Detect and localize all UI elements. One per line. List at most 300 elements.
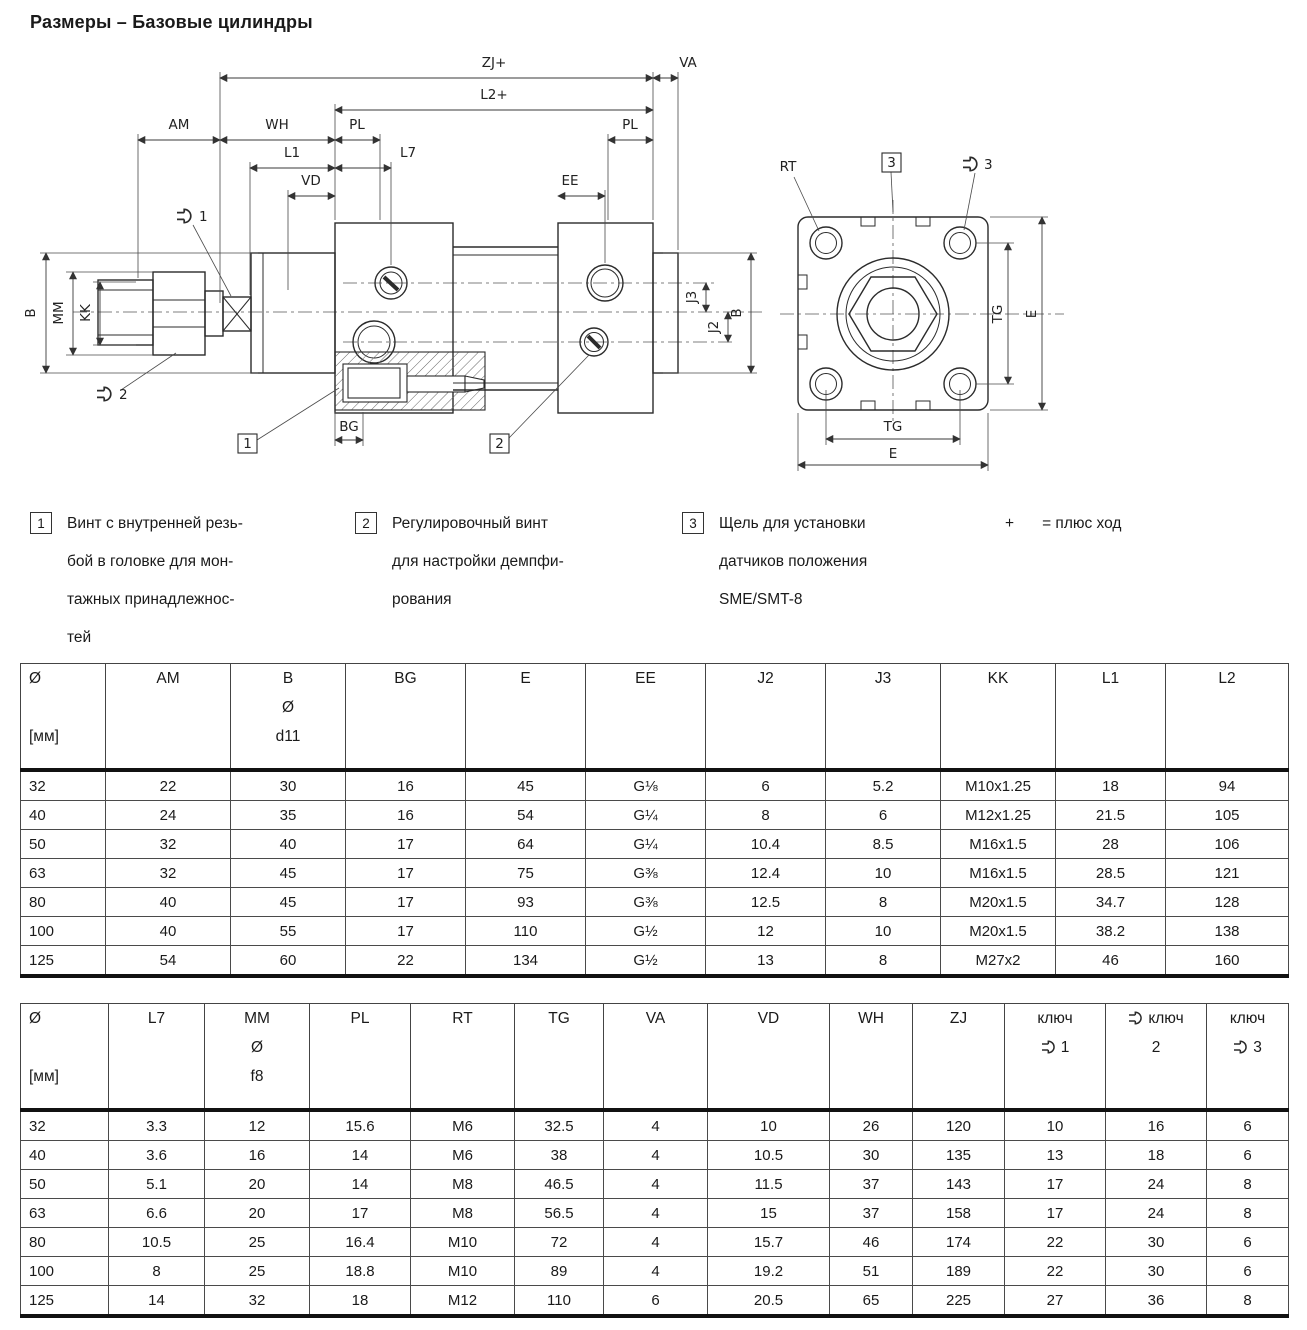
value-cell: 10 [826, 859, 941, 888]
value-cell: 4 [604, 1199, 708, 1228]
header-line: Ø [250, 1039, 264, 1056]
value-cell: 38 [515, 1141, 604, 1170]
value-cell: 105 [1166, 801, 1289, 830]
value-cell: 8 [826, 888, 941, 917]
diameter-cell: 100 [21, 917, 106, 946]
header-line [1008, 1038, 1102, 1067]
diameter-cell: 80 [21, 1228, 109, 1257]
diameter-cell: 125 [21, 946, 106, 977]
value-cell: M16x1.5 [941, 859, 1056, 888]
table-row [21, 888, 1289, 917]
header-line: RT [452, 1010, 473, 1027]
value-cell: 22 [1005, 1257, 1106, 1286]
value-cell: 30 [231, 770, 346, 801]
diameter-cell: 63 [21, 859, 106, 888]
value-cell: 25 [205, 1257, 310, 1286]
footnote-line: для настройки демпфи- [392, 553, 564, 570]
value-cell: 10.4 [706, 830, 826, 859]
column-header-key2 [1106, 1004, 1207, 1111]
dim-label-e-bottom: E [888, 446, 898, 462]
value-cell: 18.8 [310, 1257, 411, 1286]
header-line: L1 [1101, 670, 1120, 687]
column-header-vd [708, 1004, 830, 1111]
value-cell: M20x1.5 [941, 888, 1056, 917]
dim-label-am: AM [168, 117, 190, 133]
header-line [1210, 1009, 1285, 1038]
value-cell: 24 [1106, 1199, 1207, 1228]
column-header-diameter [21, 664, 106, 771]
header-row [21, 664, 1289, 771]
value-cell: 22 [106, 770, 231, 801]
dim-label-l2: L2+ [480, 87, 508, 103]
value-cell: 138 [1166, 917, 1289, 946]
table-row [21, 1286, 1289, 1317]
value-cell: M10x1.25 [941, 770, 1056, 801]
column-header-l1 [1056, 664, 1166, 771]
value-cell: G½ [586, 917, 706, 946]
mounting-screw-head [348, 368, 400, 398]
value-cell: 10 [708, 1110, 830, 1141]
header-line [1109, 1067, 1203, 1096]
header-line [1109, 1009, 1203, 1038]
value-cell: 37 [830, 1170, 913, 1199]
value-cell: 89 [515, 1257, 604, 1286]
value-cell: 14 [310, 1141, 411, 1170]
value-cell: 15.7 [708, 1228, 830, 1257]
wrench-icon [1233, 1040, 1249, 1054]
value-cell: 30 [1106, 1228, 1207, 1257]
value-cell: 5.1 [109, 1170, 205, 1199]
value-cell: 32 [106, 859, 231, 888]
table-row [21, 859, 1289, 888]
header-line [1109, 1038, 1203, 1067]
value-cell: 56.5 [515, 1199, 604, 1228]
rod-nut [153, 272, 205, 355]
value-cell: 17 [310, 1199, 411, 1228]
value-cell: 32 [106, 830, 231, 859]
header-line: Ø [281, 699, 295, 716]
value-cell: 4 [604, 1141, 708, 1170]
column-header-mm [205, 1004, 310, 1111]
column-header-wh [830, 1004, 913, 1111]
value-cell: 120 [913, 1110, 1005, 1141]
value-cell: 30 [830, 1141, 913, 1170]
footnote-3-number: 3 [682, 512, 704, 534]
dim-label-va: VA [679, 55, 697, 71]
diameter-cell: 63 [21, 1199, 109, 1228]
value-cell: M8 [411, 1170, 515, 1199]
value-cell: G⅜ [586, 888, 706, 917]
footnote-3 [682, 505, 867, 619]
value-cell: 55 [231, 917, 346, 946]
footnote-1-number: 1 [30, 512, 52, 534]
header-row [21, 1004, 1289, 1111]
diameter-cell: 32 [21, 770, 106, 801]
note-1-number: 1 [243, 436, 252, 452]
rear-plate [653, 253, 678, 373]
key-number: 1 [1060, 1039, 1070, 1056]
value-cell: 6 [1207, 1228, 1289, 1257]
value-cell: M10 [411, 1257, 515, 1286]
wrench-icon [177, 209, 191, 222]
value-cell: 12 [706, 917, 826, 946]
value-cell: 45 [466, 770, 586, 801]
value-cell: 6 [826, 801, 941, 830]
value-cell: 4 [604, 1228, 708, 1257]
value-cell: 22 [346, 946, 466, 977]
header-line: VD [757, 1010, 780, 1027]
column-header-am [106, 664, 231, 771]
value-cell: 51 [830, 1257, 913, 1286]
footnote-line: тажных принадлежнос- [67, 591, 235, 608]
value-cell: 72 [515, 1228, 604, 1257]
value-cell: 94 [1166, 770, 1289, 801]
dim-label-l7: L7 [400, 145, 417, 161]
value-cell: 3.6 [109, 1141, 205, 1170]
value-cell: 16 [1106, 1110, 1207, 1141]
table-row [21, 1228, 1289, 1257]
diameter-cell: 40 [21, 801, 106, 830]
value-cell: 45 [231, 859, 346, 888]
value-cell: 54 [106, 946, 231, 977]
dim-label-zj: ZJ+ [481, 55, 507, 71]
value-cell: 13 [1005, 1141, 1106, 1170]
value-cell: 13 [706, 946, 826, 977]
dim-label-j3: J3 [684, 290, 700, 304]
column-header-pl [310, 1004, 411, 1111]
wrench-icon [1041, 1040, 1057, 1054]
header-line [1210, 1067, 1285, 1096]
value-cell: 16.4 [310, 1228, 411, 1257]
wrench-2-label: 2 [119, 387, 128, 403]
value-cell: 106 [1166, 830, 1289, 859]
footnote-1 [30, 505, 243, 657]
key-label: ключ [1037, 1010, 1073, 1027]
value-cell: 18 [1106, 1141, 1207, 1170]
value-cell: 22 [1005, 1228, 1106, 1257]
dim-label-pl-left: PL [349, 117, 365, 133]
value-cell: 60 [231, 946, 346, 977]
value-cell: 19.2 [708, 1257, 830, 1286]
value-cell: M27x2 [941, 946, 1056, 977]
value-cell: M12x1.25 [941, 801, 1056, 830]
value-cell: 143 [913, 1170, 1005, 1199]
value-cell: 8 [1207, 1286, 1289, 1317]
header-line: EE [635, 670, 656, 687]
column-header-diameter [21, 1004, 109, 1111]
header-line: L7 [147, 1010, 166, 1027]
header-line: f8 [250, 1068, 264, 1085]
value-cell: 6 [706, 770, 826, 801]
value-cell: G¼ [586, 801, 706, 830]
value-cell: 4 [604, 1257, 708, 1286]
header-line [24, 1038, 105, 1067]
value-cell: M8 [411, 1199, 515, 1228]
dim-label-b-left: B [23, 308, 39, 318]
header-line: Ø [29, 1010, 42, 1027]
wrench-icon [963, 157, 977, 170]
value-cell: 38.2 [1056, 917, 1166, 946]
wrench-1-label: 1 [199, 209, 208, 225]
wrench-icon [97, 387, 111, 400]
value-cell: 4 [604, 1170, 708, 1199]
header-line: L2 [1218, 670, 1236, 687]
value-cell: 12.5 [706, 888, 826, 917]
dim-label-tg-bottom: TG [883, 419, 903, 435]
footnote-2-number: 2 [355, 512, 377, 534]
header-line: WH [858, 1010, 884, 1027]
dim-label-pl-right: PL [622, 117, 638, 133]
value-cell: 28 [1056, 830, 1166, 859]
value-cell: 20.5 [708, 1286, 830, 1317]
value-cell: 158 [913, 1199, 1005, 1228]
rear-end-cover [558, 223, 653, 413]
key-label: ключ [1229, 1010, 1266, 1027]
dim-label-j2: J2 [706, 320, 722, 334]
value-cell: 46.5 [515, 1170, 604, 1199]
column-header-kk [941, 664, 1056, 771]
diameter-cell: 40 [21, 1141, 109, 1170]
value-cell: 6 [1207, 1257, 1289, 1286]
dim-label-l1: L1 [283, 145, 301, 161]
header-line [1210, 1038, 1285, 1067]
header-line: KK [987, 670, 1009, 687]
header-line: B [282, 670, 294, 687]
callouts [97, 153, 993, 453]
value-cell: 10.5 [708, 1141, 830, 1170]
value-cell: 16 [346, 770, 466, 801]
key-number: 2 [1151, 1039, 1161, 1056]
value-cell: 28.5 [1056, 859, 1166, 888]
header-line [24, 698, 102, 727]
column-header-j3 [826, 664, 941, 771]
value-cell: 64 [466, 830, 586, 859]
header-line: PL [350, 1010, 370, 1027]
value-cell: 8.5 [826, 830, 941, 859]
page-title: Размеры – Базовые цилиндры [30, 12, 313, 32]
header-line: MM [244, 1010, 270, 1027]
value-cell: 15 [708, 1199, 830, 1228]
value-cell: 17 [346, 859, 466, 888]
key-number: 3 [1253, 1039, 1262, 1056]
value-cell: 10 [826, 917, 941, 946]
value-cell: G¼ [586, 830, 706, 859]
column-header-e [466, 664, 586, 771]
footnote-line: Регулировочный винт [392, 515, 548, 532]
value-cell: G½ [586, 946, 706, 977]
dimensions-table-2 [20, 1003, 1289, 1318]
header-line: VA [645, 1010, 666, 1027]
value-cell: 8 [826, 946, 941, 977]
header-line: J3 [874, 670, 892, 687]
footnote-line: датчиков положения [719, 553, 868, 570]
value-cell: 225 [913, 1286, 1005, 1317]
footnote-3-text [719, 505, 867, 619]
value-cell: 40 [106, 888, 231, 917]
column-header-bg [346, 664, 466, 771]
value-cell: 20 [205, 1199, 310, 1228]
value-cell: 15.6 [310, 1110, 411, 1141]
cylinder-side-view [98, 223, 678, 413]
header-line [1008, 1009, 1102, 1038]
value-cell: 6 [1207, 1110, 1289, 1141]
column-header-va [604, 1004, 708, 1111]
value-cell: 24 [106, 801, 231, 830]
footnote-line: Винт с внутренней резь- [67, 515, 243, 532]
column-header-key1 [1005, 1004, 1106, 1111]
value-cell: 6 [604, 1286, 708, 1317]
dim-label-vd: VD [301, 173, 321, 189]
value-cell: 110 [466, 917, 586, 946]
value-cell: M16x1.5 [941, 830, 1056, 859]
value-cell: 134 [466, 946, 586, 977]
header-line: ZJ [949, 1010, 968, 1027]
footnote-1-text [67, 505, 243, 657]
value-cell: 37 [830, 1199, 913, 1228]
value-cell: 30 [1106, 1257, 1207, 1286]
value-cell: M10 [411, 1228, 515, 1257]
footnote-line: рования [392, 591, 452, 608]
value-cell: 110 [515, 1286, 604, 1317]
centerlines [73, 200, 1064, 424]
value-cell: 8 [706, 801, 826, 830]
dim-label-kk: KK [78, 304, 94, 322]
value-cell: 16 [205, 1141, 310, 1170]
value-cell: 6.6 [109, 1199, 205, 1228]
table-row [21, 1199, 1289, 1228]
value-cell: 40 [106, 917, 231, 946]
value-cell: 20 [205, 1170, 310, 1199]
column-header-l2 [1166, 664, 1289, 771]
header-line: d11 [275, 728, 301, 745]
plus-text: = плюс ход [1042, 515, 1122, 532]
table-row [21, 946, 1289, 977]
value-cell: 24 [1106, 1170, 1207, 1199]
value-cell: 25 [205, 1228, 310, 1257]
value-cell: 46 [1056, 946, 1166, 977]
dim-label-rt: RT [779, 159, 797, 175]
wrench-3-label: 3 [984, 157, 993, 173]
value-cell: 174 [913, 1228, 1005, 1257]
value-cell: G⅜ [586, 859, 706, 888]
value-cell: 17 [346, 917, 466, 946]
table-row [21, 917, 1289, 946]
table-row [21, 770, 1289, 801]
value-cell: 121 [1166, 859, 1289, 888]
value-cell: 27 [1005, 1286, 1106, 1317]
header-line [1008, 1067, 1102, 1096]
footnotes [0, 505, 1307, 655]
diameter-cell: 125 [21, 1286, 109, 1317]
value-cell: 75 [466, 859, 586, 888]
value-cell: 4 [604, 1110, 708, 1141]
value-cell: 6 [1207, 1141, 1289, 1170]
column-header-ee [586, 664, 706, 771]
diameter-cell: 32 [21, 1110, 109, 1141]
header-line: [мм] [29, 728, 59, 745]
table-row [21, 1110, 1289, 1141]
diameter-cell: 50 [21, 830, 106, 859]
value-cell: 36 [1106, 1286, 1207, 1317]
footnote-2 [355, 505, 564, 619]
column-header-j2 [706, 664, 826, 771]
header-line: AM [156, 670, 180, 687]
value-cell: M20x1.5 [941, 917, 1056, 946]
column-header-key3 [1207, 1004, 1289, 1111]
dim-label-bg: BG [339, 419, 359, 435]
value-cell: 45 [231, 888, 346, 917]
column-header-tg [515, 1004, 604, 1111]
value-cell: 11.5 [708, 1170, 830, 1199]
value-cell: 17 [1005, 1170, 1106, 1199]
footnote-2-text [392, 505, 564, 619]
value-cell: 93 [466, 888, 586, 917]
header-line: TG [548, 1010, 570, 1027]
value-cell: 17 [346, 888, 466, 917]
header-line: Ø [29, 670, 42, 687]
column-header-l7 [109, 1004, 205, 1111]
value-cell: 32 [205, 1286, 310, 1317]
key-label: ключ [1148, 1010, 1184, 1027]
value-cell: M6 [411, 1141, 515, 1170]
header-line: BG [394, 670, 417, 687]
note-2-number: 2 [495, 436, 504, 452]
value-cell: 54 [466, 801, 586, 830]
plus-symbol: + [1005, 515, 1015, 532]
technical-drawing [18, 50, 1288, 490]
value-cell: 17 [346, 830, 466, 859]
dim-label-e-vertical: E [1024, 309, 1040, 319]
value-cell: 16 [346, 801, 466, 830]
value-cell: 17 [1005, 1199, 1106, 1228]
value-cell: 12.4 [706, 859, 826, 888]
sensor-slots [798, 217, 930, 410]
dimensions-table-1 [20, 663, 1289, 978]
value-cell: 18 [1056, 770, 1166, 801]
diameter-cell: 100 [21, 1257, 109, 1286]
value-cell: 26 [830, 1110, 913, 1141]
wrench-icon [1128, 1011, 1144, 1025]
dim-label-b-right: B [729, 308, 745, 318]
value-cell: 12 [205, 1110, 310, 1141]
table-row [21, 801, 1289, 830]
footnote-line: SME/SMT-8 [719, 591, 803, 608]
table-row [21, 1170, 1289, 1199]
value-cell: 128 [1166, 888, 1289, 917]
value-cell: M6 [411, 1110, 515, 1141]
value-cell: 34.7 [1056, 888, 1166, 917]
value-cell: 40 [231, 830, 346, 859]
value-cell: 189 [913, 1257, 1005, 1286]
table-row [21, 1141, 1289, 1170]
header-line: J2 [757, 670, 774, 687]
value-cell: 3.3 [109, 1110, 205, 1141]
value-cell: 32.5 [515, 1110, 604, 1141]
table-row [21, 1257, 1289, 1286]
value-cell: 10 [1005, 1110, 1106, 1141]
value-cell: 14 [109, 1286, 205, 1317]
diameter-cell: 50 [21, 1170, 109, 1199]
header-line: E [520, 670, 531, 687]
value-cell: 135 [913, 1141, 1005, 1170]
value-cell: 8 [1207, 1170, 1289, 1199]
header-line: [мм] [29, 1068, 59, 1085]
column-header-zj [913, 1004, 1005, 1111]
value-cell: 8 [1207, 1199, 1289, 1228]
value-cell: 8 [109, 1257, 205, 1286]
footnote-line: Щель для установки [719, 515, 866, 532]
value-cell: 18 [310, 1286, 411, 1317]
